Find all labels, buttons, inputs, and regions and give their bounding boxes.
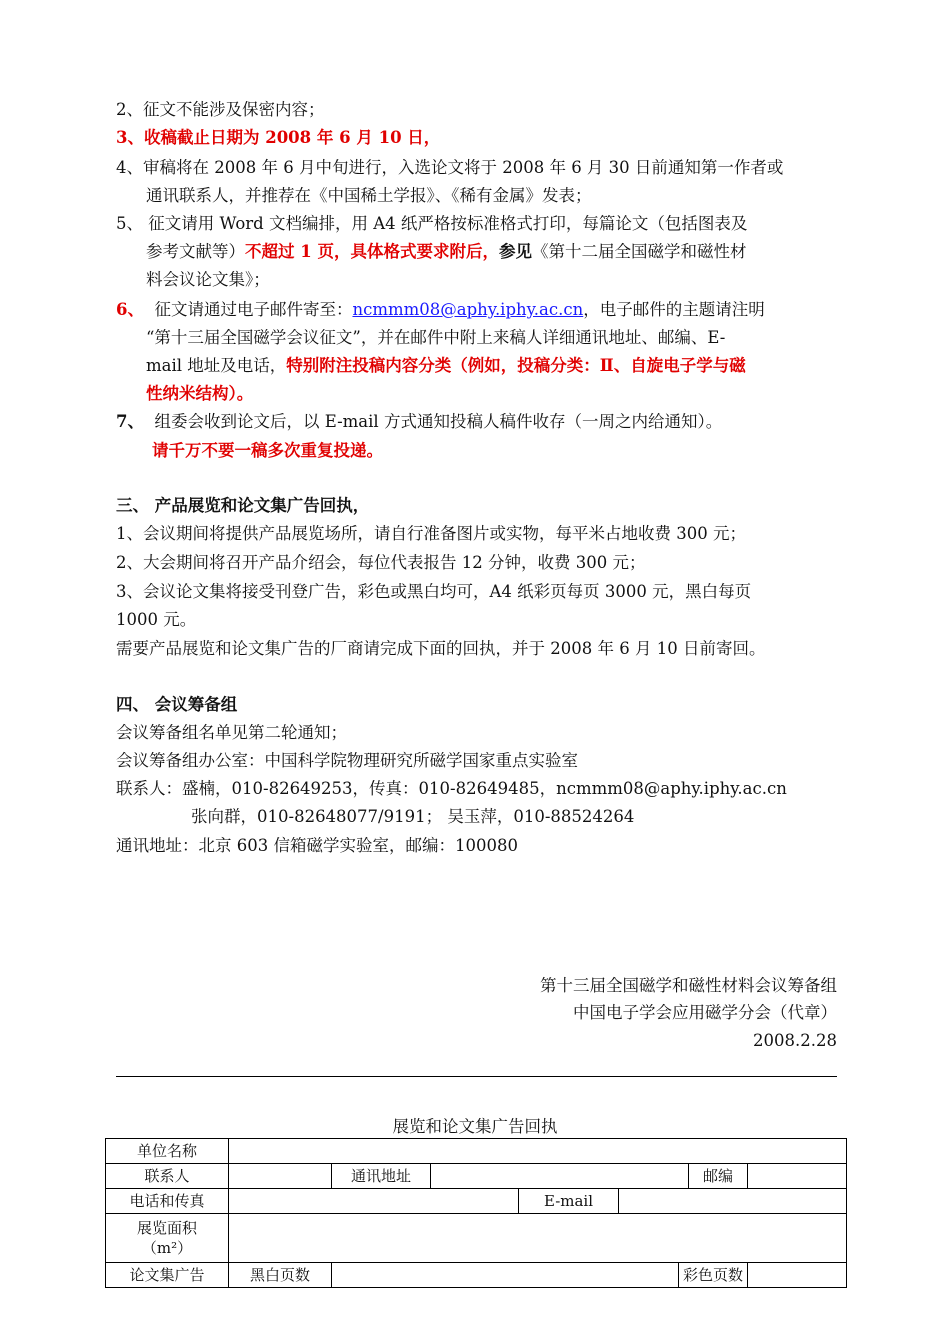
receipt-title: 展览和论文集广告回执 bbox=[392, 1117, 558, 1136]
submission-item-6-line3 bbox=[146, 356, 746, 376]
proceedings-ad-label: 论文集广告 bbox=[106, 1263, 229, 1288]
section3-heading: 三、 产品展览和论文集广告回执， bbox=[116, 496, 370, 515]
submission-email-link[interactable]: ncmmm08@aphy.iphy.ac.cn bbox=[352, 300, 584, 319]
item5-see: 参见 bbox=[498, 242, 532, 261]
submission-item-6-line2: “第十三届全国磁学会议征文”，并在邮件中附上来稿人详细通讯地址、邮编、E- bbox=[146, 328, 726, 347]
submission-item-2: 2、征文不能涉及保密内容； bbox=[116, 100, 325, 119]
receipt-form-table bbox=[105, 1138, 847, 1288]
receipt-row-area bbox=[106, 1214, 847, 1263]
horizontal-divider bbox=[116, 1076, 837, 1077]
postcode-label: 邮编 bbox=[689, 1164, 748, 1189]
receipt-row-unit bbox=[106, 1139, 847, 1164]
section4-line2: 会议筹备组办公室：中国科学院物理研究所磁学国家重点实验室 bbox=[116, 751, 578, 770]
exhibit-area-label bbox=[106, 1214, 229, 1263]
contact-person-label: 联系人 bbox=[106, 1164, 229, 1189]
section3-item-2: 2、大会期间将召开产品介绍会，每位代表报告 12 分钟，收费 300 元； bbox=[116, 553, 646, 572]
submission-item-6-line1 bbox=[116, 300, 765, 320]
item5-text-a: 参考文献等） bbox=[146, 242, 245, 261]
section3-note: 需要产品展览和论文集广告的厂商请完成下面的回执，并于 2008 年 6 月 10 日前寄回。 bbox=[116, 639, 766, 658]
item5-text-b: 《第十二届全国磁学和磁性材 bbox=[531, 242, 747, 261]
bw-pages-field[interactable] bbox=[332, 1263, 679, 1288]
address-field[interactable] bbox=[431, 1164, 689, 1189]
submission-warning: 请千万不要一稿多次重复投递。 bbox=[152, 441, 383, 460]
postcode-field[interactable] bbox=[748, 1164, 847, 1189]
submission-item-5-line2 bbox=[146, 242, 746, 262]
item5-page-limit: 不超过 1 页，具体格式要求附后， bbox=[245, 242, 499, 261]
section3-item-3-line2: 1000 元。 bbox=[116, 610, 197, 629]
phone-fax-field[interactable] bbox=[229, 1189, 519, 1214]
receipt-row-ad bbox=[106, 1263, 847, 1288]
signature-org1: 第十三届全国磁学和磁性材料会议筹备组 bbox=[540, 976, 837, 995]
submission-item-5-line1: 5、 征文请用 Word 文档编排，用 A4 纸严格按标准格式打印，每篇论文（包括图表及 bbox=[116, 214, 748, 233]
section3-item-3-line1: 3、会议论文集将接受刊登广告，彩色或黑白均可，A4 纸彩页每页 3000 元，黑白每页 bbox=[116, 582, 752, 601]
item7-number: 7、 bbox=[116, 412, 144, 431]
section4-contact1: 联系人：盛楠，010-82649253，传真：010-82649485，ncmmm08@aphy.iphy.ac.cn bbox=[116, 779, 787, 798]
section4-line1: 会议筹备组名单见第二轮通知； bbox=[116, 723, 347, 742]
color-pages-field[interactable] bbox=[748, 1263, 847, 1288]
submission-item-4-line1: 4、审稿将在 2008 年 6 月中旬进行，入选论文将于 2008 年 6 月 30 日前通知第一作者或 bbox=[116, 158, 784, 177]
item6-text-b: ，电子邮件的主题请注明 bbox=[583, 300, 765, 319]
submission-item-5-line3: 料会议论文集》； bbox=[146, 270, 270, 289]
submission-item-4-line2: 通讯联系人，并推荐在《中国稀土学报》、《稀有金属》发表； bbox=[146, 186, 592, 205]
exhibit-area-field[interactable] bbox=[229, 1214, 847, 1263]
item6-text-c: mail 地址及电话， bbox=[146, 356, 287, 375]
section3-item-1: 1、会议期间将提供产品展览场所，请自行准备图片或实物，每平米占地收费 300 元； bbox=[116, 524, 746, 543]
email-label: E-mail bbox=[519, 1189, 619, 1214]
submission-item-6-line4: 性纳米结构）。 bbox=[146, 384, 254, 403]
item7-text: 组委会收到论文后，以 E-mail 方式通知投稿人稿件收存（一周之内给通知）。 bbox=[154, 412, 723, 431]
unit-name-field[interactable] bbox=[229, 1139, 847, 1164]
submission-item-7 bbox=[116, 412, 722, 432]
receipt-row-contact bbox=[106, 1164, 847, 1189]
unit-name-label: 单位名称 bbox=[106, 1139, 229, 1164]
phone-fax-label: 电话和传真 bbox=[106, 1189, 229, 1214]
section4-heading: 四、 会议筹备组 bbox=[116, 695, 238, 714]
item6-number: 6、 bbox=[116, 300, 144, 319]
email-field[interactable] bbox=[619, 1189, 847, 1214]
color-pages-label: 彩色页数 bbox=[679, 1263, 748, 1288]
section4-contact2: 张向群，010-82648077/9191； 吴玉萍，010-88524264 bbox=[191, 807, 635, 826]
signature-org2: 中国电子学会应用磁学分会（代章） bbox=[573, 1003, 837, 1022]
exhibit-area-text: 展览面积 bbox=[136, 1219, 197, 1237]
submission-item-3-deadline: 3、收稿截止日期为 2008 年 6 月 10 日， bbox=[116, 128, 441, 147]
item6-category-note: 特别附注投稿内容分类（例如，投稿分类：Ⅱ、自旋电子学与磁 bbox=[286, 356, 746, 375]
item6-text-a: 征文请通过电子邮件寄至： bbox=[154, 300, 353, 319]
exhibit-area-unit: （m²） bbox=[141, 1239, 193, 1257]
signature-date: 2008.2.28 bbox=[753, 1031, 837, 1050]
section4-address: 通讯地址：北京 603 信箱磁学实验室，邮编：100080 bbox=[116, 836, 518, 855]
bw-pages-label: 黑白页数 bbox=[229, 1263, 332, 1288]
receipt-row-phone bbox=[106, 1189, 847, 1214]
address-label: 通讯地址 bbox=[332, 1164, 431, 1189]
contact-person-field[interactable] bbox=[229, 1164, 332, 1189]
